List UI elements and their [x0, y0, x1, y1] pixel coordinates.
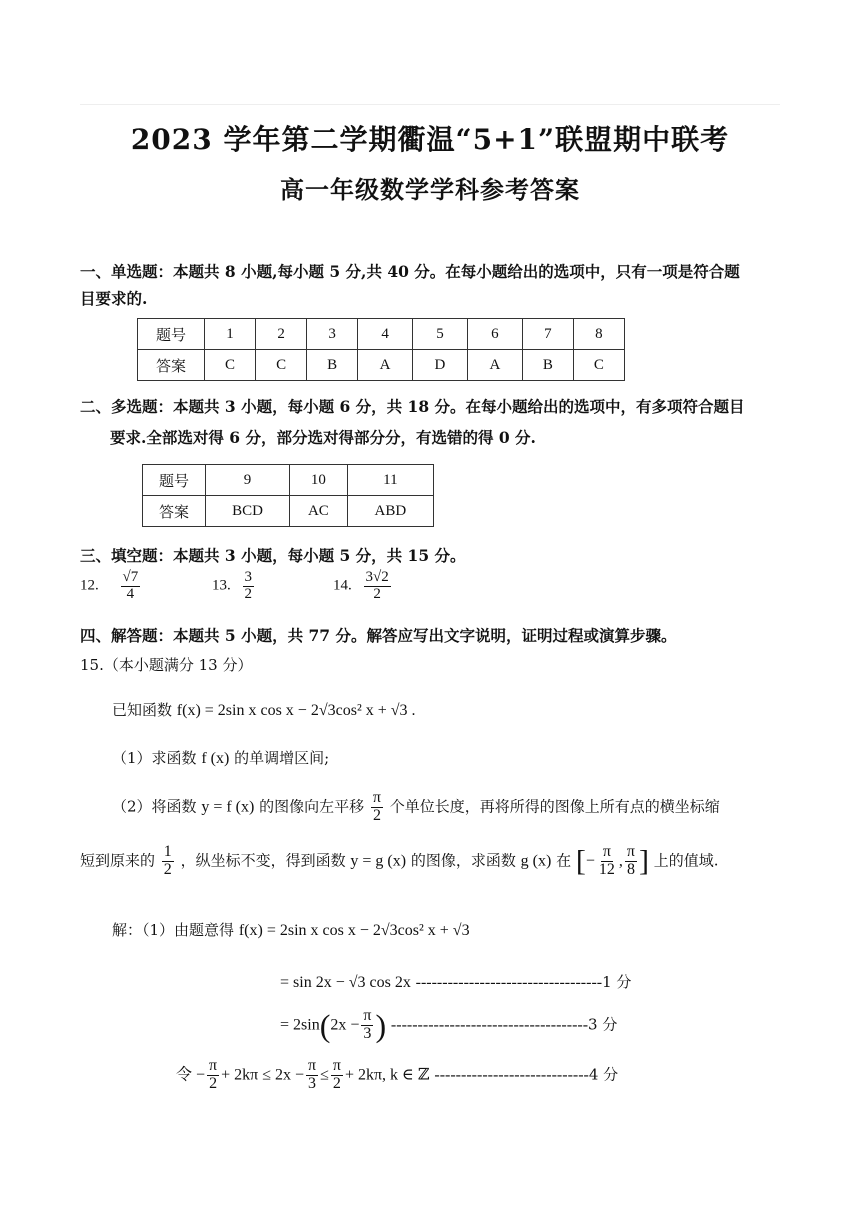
table-cell: 10: [290, 465, 348, 496]
fraction-numerator: π: [372, 789, 381, 806]
fill-answer-14: [333, 570, 393, 603]
step-dashes: -------------------------------------: [390, 1016, 589, 1034]
step-fraction: [207, 1058, 219, 1093]
part2-text: 个单位长度，再将所得的图像上所有点的横坐标缩: [389, 797, 720, 816]
table-cell: A: [467, 350, 522, 381]
step-score: 4 分: [588, 1065, 619, 1084]
section2-answer-table: [142, 464, 434, 527]
table-cell: 6: [467, 319, 522, 350]
step-formula: = sin 2x − √3 cos 2x: [280, 974, 411, 991]
section1-line2: 目要求的.: [80, 289, 148, 308]
part2-text: （2）将函数: [112, 797, 197, 816]
interval-comma: ,: [618, 852, 623, 870]
fraction-denominator: 8: [626, 860, 635, 878]
step-formula: ≤: [320, 1066, 329, 1084]
step-score: 3 分: [588, 1015, 618, 1034]
step-formula: = 2sin: [280, 1016, 320, 1034]
table-row: [143, 496, 434, 527]
interval-bracket-left: [: [575, 844, 586, 878]
table-row: [143, 465, 434, 496]
question-15-part1: [112, 746, 329, 771]
question-15-heading: 15.（本小题满分 13 分）: [80, 656, 253, 674]
table-row: [138, 350, 625, 381]
table-cell: B: [307, 350, 358, 381]
fraction-numerator: π: [308, 1057, 317, 1074]
table-cell: BCD: [206, 496, 290, 527]
interval-bracket-right: ]: [638, 844, 649, 878]
fraction-denominator: 3: [363, 1024, 372, 1042]
fraction-numerator: 3: [244, 569, 252, 585]
step-fraction: [361, 1008, 373, 1043]
fraction-numerator: 3√2: [365, 569, 389, 585]
fraction-numerator: √7: [122, 569, 139, 585]
table-cell: 8: [573, 319, 624, 350]
table-head-cell: 答案: [138, 350, 205, 381]
fraction-denominator: 2: [332, 1074, 341, 1092]
part2-function: y = g (x): [350, 852, 407, 870]
step-dashes: -----------------------------: [434, 1066, 589, 1084]
given-formula: f(x) = 2sin x cos x − 2√3cos² x + √3 .: [176, 702, 416, 719]
fill-label: 13.: [212, 577, 231, 594]
step-dashes: -----------------------------------: [415, 974, 603, 991]
table-head-cell: 答案: [143, 496, 206, 527]
fraction-numerator: 1: [163, 843, 172, 860]
section2-line1: 二、多选题：本题共 3 小题，每小题 6 分，共 18 分。在每小题给出的选项中，有多项符合题目: [80, 397, 745, 416]
table-cell: C: [573, 350, 624, 381]
paren-left: (: [319, 1007, 331, 1044]
table-cell: 11: [347, 465, 433, 496]
fraction-numerator: π: [363, 1007, 372, 1024]
part2-function: g (x): [520, 852, 552, 870]
step-score: 1 分: [602, 973, 632, 991]
section1-instructions: [80, 258, 780, 312]
table-cell: 3: [307, 319, 358, 350]
fraction-numerator: π: [332, 1057, 341, 1074]
fill-fraction: [364, 570, 391, 603]
part2-text: 的图像，求函数: [410, 851, 516, 870]
fill-label: 14.: [333, 577, 352, 594]
solution-step-1: [280, 970, 631, 995]
fill-fraction: [121, 570, 141, 603]
header-rule: [80, 104, 780, 105]
solution-formula: f(x) = 2sin x cos x − 2√3cos² x + √3: [238, 922, 470, 939]
scale-fraction: [162, 844, 174, 879]
step-formula: 令 −: [176, 1066, 206, 1084]
part1-suffix: 的单调增区间;: [234, 749, 330, 767]
step-fraction: [331, 1058, 343, 1093]
part2-function: y = f (x): [201, 798, 255, 816]
question-15-part2-line2: [80, 844, 719, 879]
fraction-numerator: π: [626, 843, 635, 860]
step-formula: 2x −: [330, 1016, 360, 1034]
solution-intro: [112, 918, 470, 943]
fraction-denominator: 2: [373, 585, 381, 602]
fraction-denominator: 4: [126, 585, 135, 602]
table-cell: B: [522, 350, 573, 381]
table-head-cell: 题号: [138, 319, 205, 350]
fraction-denominator: 12: [598, 860, 615, 878]
section1-line1: 一、单选题：本题共 8 小题,每小题 5 分,共 40 分。在每小题给出的选项中，只有一项是符合题: [80, 262, 740, 281]
table-cell: 9: [206, 465, 290, 496]
interval-lower: [597, 844, 617, 879]
section4-instructions: 四、解答题：本题共 5 小题，共 77 分。解答应写出文字说明，证明过程或演算步骤。: [80, 626, 677, 645]
shift-fraction: [371, 790, 383, 825]
part2-text: 的图像向左平移: [259, 797, 365, 816]
table-cell: 7: [522, 319, 573, 350]
interval-upper: [625, 844, 637, 879]
question-15-part2-line1: [112, 790, 720, 825]
fraction-denominator: 2: [372, 806, 381, 824]
fraction-denominator: 2: [209, 1074, 218, 1092]
table-cell: C: [256, 350, 307, 381]
part2-text: 短到原来的: [80, 851, 156, 870]
fill-answer-12: [80, 570, 142, 603]
solution-prefix: 解：（1）由题意得: [112, 921, 235, 939]
table-cell: D: [413, 350, 468, 381]
section2-instructions: [80, 391, 780, 453]
fraction-numerator: π: [602, 843, 611, 860]
table-cell: 5: [413, 319, 468, 350]
table-head-cell: 题号: [143, 465, 206, 496]
part2-text: 在: [556, 851, 572, 870]
fraction-denominator: 3: [308, 1074, 317, 1092]
fill-answer-13: [212, 570, 256, 603]
part1-function: f (x): [201, 750, 230, 767]
given-prefix: 已知函数: [112, 701, 173, 719]
question-15-given: [112, 698, 416, 723]
page-title: 2023 学年第二学期衢温“5+1”联盟期中联考: [130, 123, 730, 156]
paren-right: ): [375, 1007, 387, 1044]
part2-text: 上的值域.: [653, 851, 719, 870]
section3-instructions: 三、填空题：本题共 3 小题，每小题 5 分，共 15 分。: [80, 546, 466, 565]
section2-line2: 要求.全部选对得 6 分，部分选对得部分分，有选错的得 0 分.: [110, 428, 536, 447]
part1-prefix: （1）求函数: [112, 749, 197, 767]
solution-step-3: [176, 1058, 618, 1093]
step-formula: + 2kπ ≤ 2x −: [221, 1066, 305, 1084]
section1-answer-table: [137, 318, 625, 381]
table-cell: ABD: [347, 496, 433, 527]
table-cell: AC: [290, 496, 348, 527]
fill-label: 12.: [80, 577, 99, 594]
fill-fraction: [243, 570, 255, 603]
fraction-denominator: 2: [244, 585, 252, 602]
table-cell: 4: [358, 319, 413, 350]
table-cell: A: [358, 350, 413, 381]
table-cell: 1: [205, 319, 256, 350]
table-row: [138, 319, 625, 350]
interval-minus: −: [585, 852, 595, 870]
solution-step-2: [280, 1008, 617, 1043]
fraction-numerator: π: [209, 1057, 218, 1074]
step-formula: + 2kπ, k ∈ ℤ: [344, 1066, 430, 1084]
part2-text: ，纵坐标不变，得到函数: [180, 851, 346, 870]
table-cell: C: [205, 350, 256, 381]
fraction-denominator: 2: [163, 860, 172, 878]
page-subtitle: 高一年级数学学科参考答案: [280, 175, 580, 204]
step-fraction: [306, 1058, 318, 1093]
table-cell: 2: [256, 319, 307, 350]
